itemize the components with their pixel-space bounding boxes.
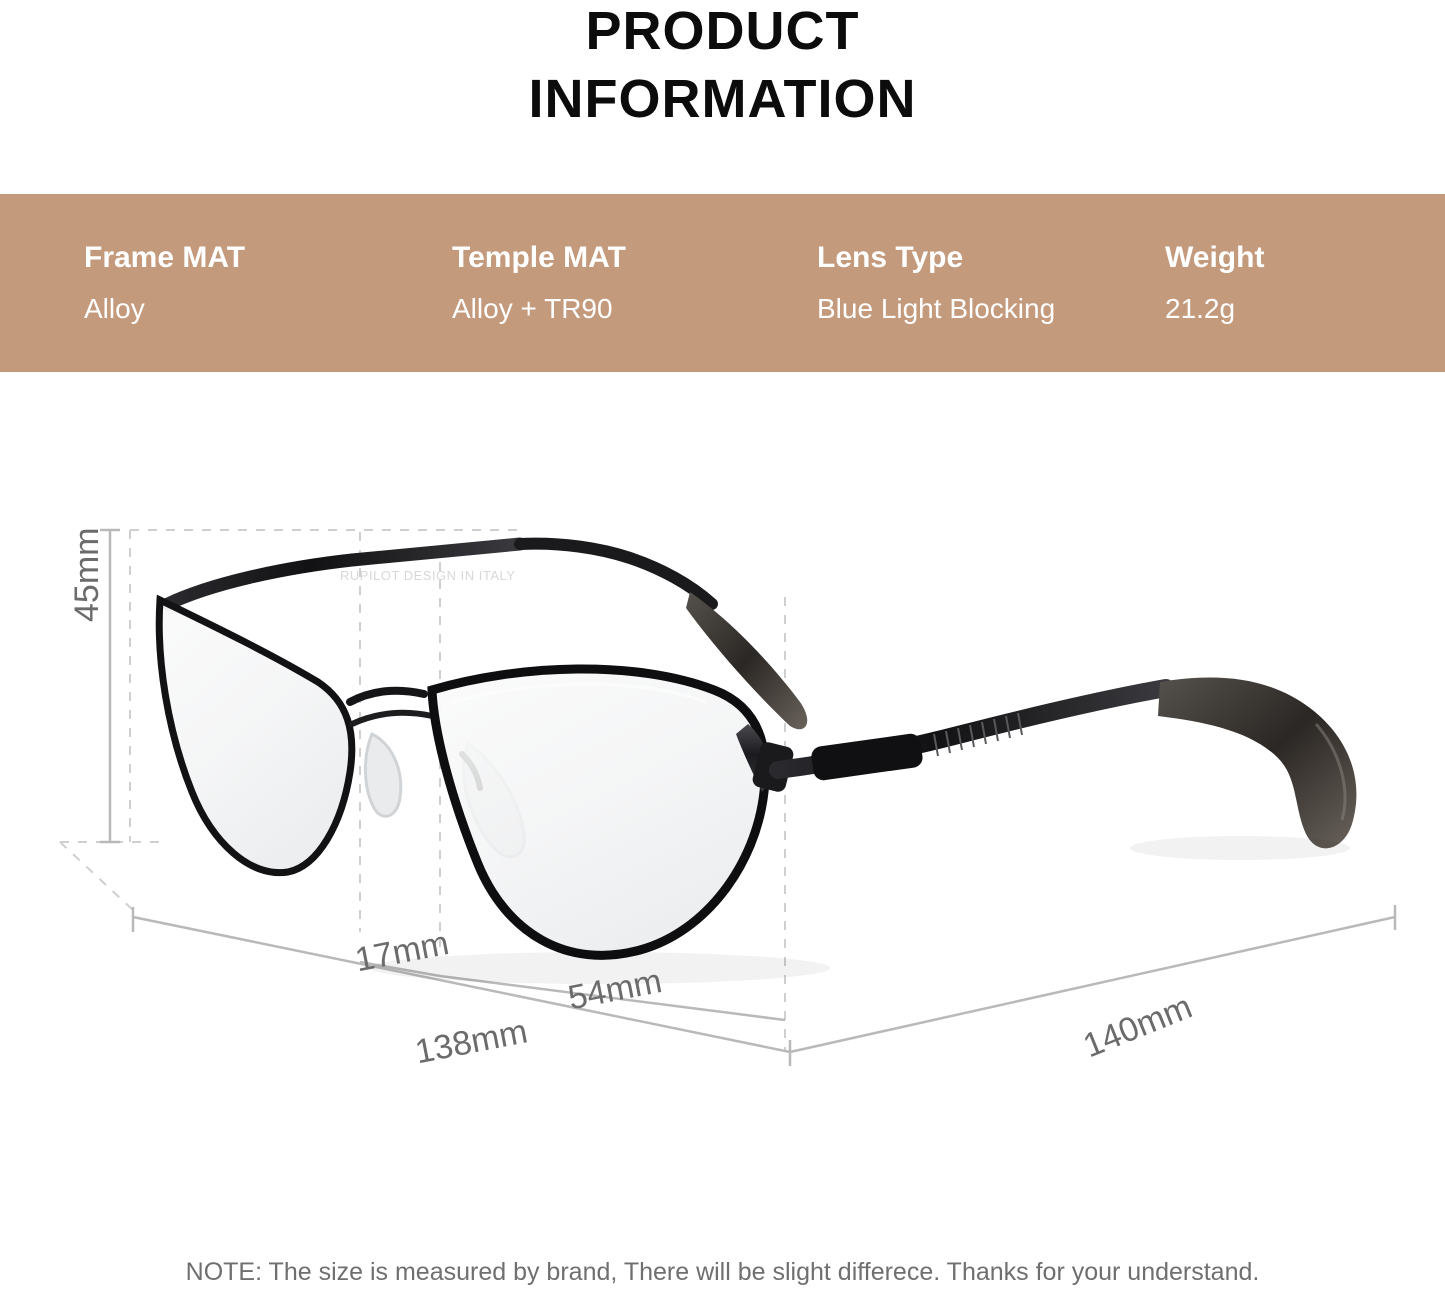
spec-value-lens-type: Blue Light Blocking (817, 293, 1056, 325)
dimension-label-lens-height: 45mm (68, 527, 106, 622)
spec-column-lens-type (765, 194, 1165, 372)
dimension-bottom-lines (133, 905, 1395, 1066)
right-lens (432, 669, 765, 955)
title-line-secondary: INFORMATION (528, 69, 917, 129)
temple-shadow (1130, 836, 1350, 860)
spec-column-frame-mat (0, 194, 370, 372)
title-line-primary: PRODUCT (585, 1, 860, 61)
left-lens (159, 600, 352, 873)
spec-column-temple-mat (370, 194, 765, 372)
spec-band (0, 194, 1445, 372)
footer-note: NOTE: The size is measured by brand, There will be slight differece. Thanks for your understand. (185, 1258, 1260, 1286)
spec-value-temple-mat: Alloy + TR90 (452, 293, 613, 325)
dimension-label-lens-width: 54mm (565, 961, 665, 1018)
spec-column-weight (1165, 194, 1445, 372)
bridge-lower-bar (352, 713, 432, 724)
spec-label-temple-mat: Temple MAT (452, 241, 626, 275)
right-temple-tip (1158, 678, 1356, 849)
dimension-label-bridge-width: 17mm (352, 923, 452, 980)
page-title (0, 0, 1445, 129)
bridge (350, 691, 424, 702)
left-temple-hinge-bridge (520, 544, 712, 604)
spec-label-weight: Weight (1165, 241, 1265, 275)
spec-label-lens-type: Lens Type (817, 241, 964, 275)
nose-pad-left (365, 734, 400, 816)
spec-label-frame-mat: Frame MAT (84, 241, 246, 275)
dimension-label-frame-width: 138mm (412, 1012, 531, 1072)
spec-value-frame-mat: Alloy (84, 293, 145, 325)
eyeglasses-illustration (0, 372, 1445, 1232)
dimension-label-temple-length: 140mm (1078, 987, 1198, 1066)
right-temple-block (810, 733, 924, 782)
spec-value-weight: 21.2g (1165, 293, 1236, 325)
brand-engraving: RUPILOT DESIGN IN ITALY (340, 568, 516, 583)
product-diagram (0, 372, 1445, 1232)
